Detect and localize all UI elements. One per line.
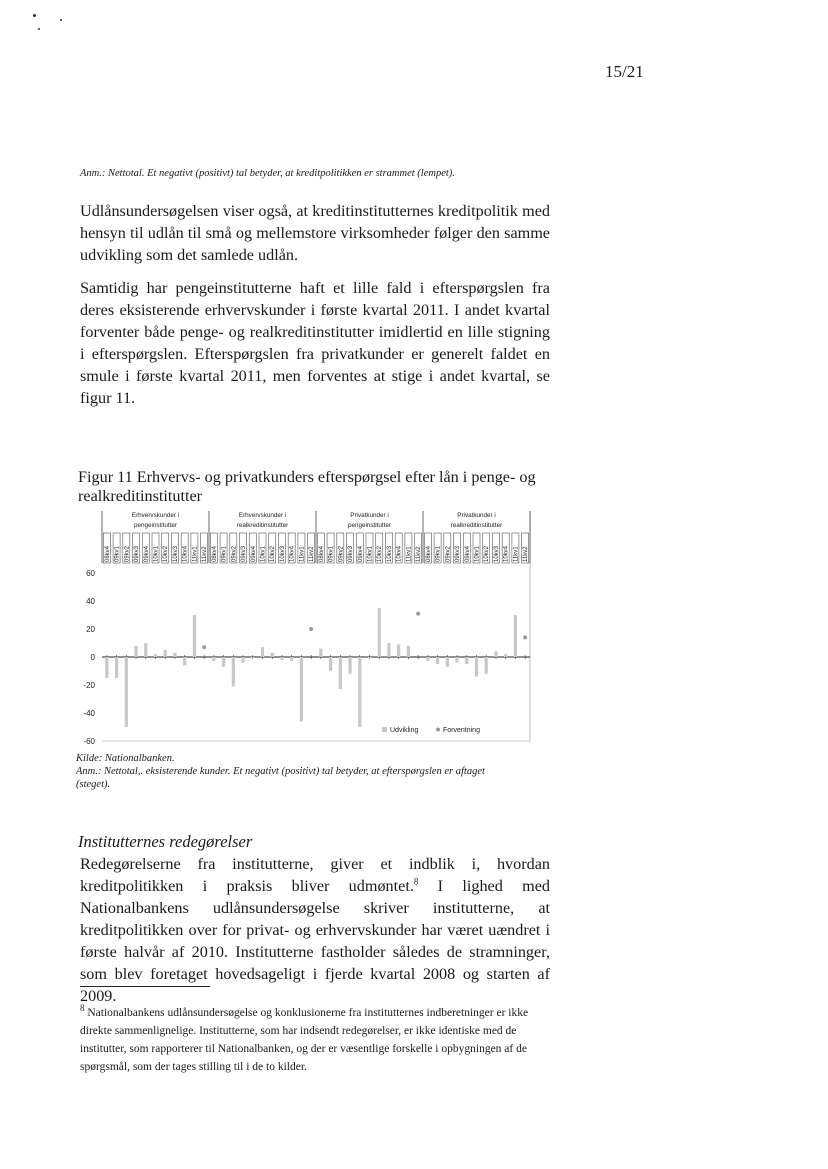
x-tick-label: 09kv2 [124, 545, 131, 562]
bar-udvikling [154, 654, 157, 657]
footnote-ref: 8 [413, 876, 419, 887]
legend-label-udvikling: Udvikling [390, 727, 419, 734]
bar-udvikling [426, 657, 429, 661]
y-tick-label: -40 [83, 709, 95, 718]
page-number: 15/21 [605, 62, 644, 81]
paragraph-1: Udlånsundersøgelsen viser også, at kreditinstitutternes kreditpolitik med hensyn til udlån til små og mellemstore virksomheder følger den samme udvikling som det samlede udlån. [80, 202, 550, 264]
point-forventning [523, 635, 527, 639]
x-tick-label: 09kv1 [221, 545, 228, 562]
footnote [80, 1004, 540, 1076]
y-tick-label: -60 [83, 737, 95, 746]
figure-11-chart [70, 505, 540, 750]
bar-udvikling [222, 657, 225, 667]
chart-svg [70, 505, 540, 750]
bar-udvikling [183, 657, 186, 665]
x-tick-label: 09kv1 [328, 545, 335, 562]
bar-udvikling [329, 657, 332, 671]
legend-swatch-udvikling [382, 727, 387, 732]
x-tick-label: 09kv2 [445, 545, 452, 562]
x-tick-label: 10kv3 [172, 545, 179, 562]
scan-speck [60, 19, 62, 21]
figure-note-top: Anm.: Nettotal. Et negativt (positivt) tal betyder, at kreditpolitikken er strammet (lempet). [80, 168, 455, 179]
x-tick-label: 09kv4 [143, 545, 150, 562]
bar-udvikling [339, 657, 342, 689]
x-tick-label: 10kv3 [386, 545, 393, 562]
x-tick-label: 10kv1 [367, 545, 374, 562]
footnote-text: Nationalbankens udlånsundersøgelse og konklusionerne fra institutternes indberetninger er ikke direkte sammenlignelige. Institutterne, som har indsendt redegørelser, er ikke identiske med de institutter, som rapporterer til Nationalbanken, og der er væsentlige forskelle i opbygningen af de spørgsmål, som der tages stilling til i de to kilder. [80, 1007, 529, 1073]
point-forventning [202, 645, 206, 649]
group-label: realkreditinstitutter [450, 522, 503, 529]
bar-udvikling [144, 643, 147, 657]
x-tick-label: 10kv1 [474, 545, 481, 562]
x-tick-label: 10kv4 [396, 545, 403, 562]
bar-udvikling [212, 657, 215, 661]
bar-udvikling [271, 653, 274, 657]
bar-udvikling [232, 657, 235, 686]
figure-source-line: Kilde: Nationalbanken. [76, 753, 175, 764]
group-label: pengeinstitutter [133, 522, 178, 529]
x-tick-label: 08kv4 [318, 545, 325, 562]
x-tick-label: 08kv4 [425, 545, 432, 562]
legend-swatch-forventning [436, 728, 440, 732]
x-tick-label: 11kv2 [523, 546, 530, 562]
bar-udvikling [465, 657, 468, 664]
bar-udvikling [436, 657, 439, 664]
x-tick-label: 10kv1 [153, 545, 160, 562]
bar-udvikling [455, 657, 458, 663]
bar-udvikling [348, 657, 351, 674]
x-tick-label: 10kv4 [289, 545, 296, 562]
bar-udvikling [494, 651, 497, 657]
footnote-number: 8 [80, 1003, 85, 1014]
section-heading: Institutternes redegørelser [78, 832, 253, 851]
x-tick-label: 10kv1 [260, 545, 267, 562]
x-tick-label: 10kv2 [163, 545, 170, 562]
figure-title: Figur 11 Erhvervs- og privatkunders efterspørgsel efter lån i penge- og realkreditinstitutter [78, 468, 536, 505]
bar-udvikling [368, 657, 371, 658]
paragraph-3-text: Redegørelserne fra institutterne, giver et indblik i, hvordan kreditpolitikken i praksis bliver udmøntet. [80, 855, 550, 895]
x-tick-label: 10kv4 [182, 545, 189, 562]
x-tick-label: 11kv2 [309, 546, 316, 562]
x-tick-label: 11kv1 [192, 546, 199, 562]
scan-speck [38, 28, 40, 30]
group-label: realkreditinstitutter [236, 522, 289, 529]
bar-udvikling [358, 657, 361, 727]
x-tick-label: 09kv4 [357, 545, 364, 562]
bar-udvikling [125, 657, 128, 727]
y-tick-label: 20 [86, 625, 95, 634]
x-tick-label: 09kv3 [348, 545, 355, 562]
bar-udvikling [164, 650, 167, 657]
x-tick-label: 09kv4 [464, 545, 471, 562]
bar-udvikling [105, 657, 108, 678]
y-tick-label: 40 [86, 597, 95, 606]
bar-udvikling [115, 657, 118, 678]
x-tick-label: 10kv2 [270, 545, 277, 562]
legend-label-forventning: Forventning [443, 727, 480, 734]
group-label: Privatkunder i [457, 512, 496, 519]
y-tick-label: 0 [90, 653, 95, 662]
x-tick-label: 09kv2 [338, 545, 345, 562]
group-label: Erhvervskunder i [238, 512, 287, 519]
bar-udvikling [134, 646, 137, 657]
x-tick-label: 11kv1 [513, 546, 520, 562]
scan-speck [33, 14, 36, 17]
bar-udvikling [173, 653, 176, 657]
footnote-divider [80, 986, 210, 987]
x-tick-label: 11kv2 [416, 546, 423, 562]
bar-udvikling [290, 657, 293, 661]
x-tick-label: 11kv2 [202, 546, 209, 562]
bar-udvikling [193, 615, 196, 657]
x-tick-label: 08kv4 [211, 545, 218, 562]
x-tick-label: 09kv3 [241, 545, 248, 562]
paragraph-2: Samtidig har pengeinstitutterne haft et lille fald i efterspørgslen fra deres eksisterende erhvervskunder i første kvartal 2011. I andet kvartal forventer både penge- og realkreditinstitutter imidlertid en lille stigning i efterspørgslen. Efterspørgslen fra privatkunder er generelt faldet en smule i første kvartal 2011, men forventes at stige i andet kvartal, se figur 11. [80, 279, 550, 407]
x-tick-label: 10kv3 [279, 545, 286, 562]
bar-udvikling [251, 657, 254, 658]
bar-udvikling [485, 657, 488, 674]
bar-udvikling [378, 608, 381, 657]
x-tick-label: 08kv4 [104, 545, 111, 562]
x-tick-label: 09kv3 [455, 545, 462, 562]
group-label: Privatkunder i [350, 512, 389, 519]
x-tick-label: 10kv2 [484, 545, 491, 562]
bar-udvikling [475, 657, 478, 677]
x-tick-label: 09kv1 [114, 545, 121, 562]
bar-udvikling [300, 657, 303, 721]
point-forventning [416, 612, 420, 616]
x-tick-label: 09kv1 [435, 545, 442, 562]
figure-source [76, 752, 516, 791]
bar-udvikling [387, 643, 390, 657]
bar-udvikling [446, 657, 449, 667]
x-tick-label: 09kv2 [231, 545, 238, 562]
paragraph-3-text-cont: I lighed med Nationalbankens udlånsundersøgelse skriver institutterne, at kreditpolitikken over for privat- og erhvervskunder har været uændret i første halvår af 2010. Institutterne fastholder således de stramninger, som blev foretaget hovedsageligt i fjerde kvartal 2008 og starten af 2009. [80, 877, 550, 1005]
group-label: Erhvervskunder i [131, 512, 180, 519]
bar-udvikling [319, 649, 322, 657]
bar-udvikling [514, 615, 517, 657]
x-tick-label: 10kv4 [503, 545, 510, 562]
bar-udvikling [261, 647, 264, 657]
paragraph-3 [80, 853, 550, 1007]
figure-note: Anm.: Nettotal,. eksisterende kunder. Et negativt (positivt) tal betyder, at efterspørgslen er aftaget (steget). [76, 766, 485, 790]
x-tick-label: 10kv3 [493, 545, 500, 562]
bar-udvikling [407, 646, 410, 657]
bar-udvikling [241, 657, 244, 663]
bar-udvikling [397, 644, 400, 657]
x-tick-label: 10kv2 [377, 545, 384, 562]
x-tick-label: 11kv1 [299, 546, 306, 562]
group-label: pengeinstitutter [347, 522, 392, 529]
x-tick-label: 09kv4 [250, 545, 257, 562]
x-tick-label: 09kv3 [134, 545, 141, 562]
bar-udvikling [280, 657, 283, 660]
x-tick-label: 11kv1 [406, 546, 413, 562]
bar-udvikling [504, 654, 507, 657]
y-tick-label: 60 [86, 569, 95, 578]
y-tick-label: -20 [83, 681, 95, 690]
point-forventning [309, 627, 313, 631]
